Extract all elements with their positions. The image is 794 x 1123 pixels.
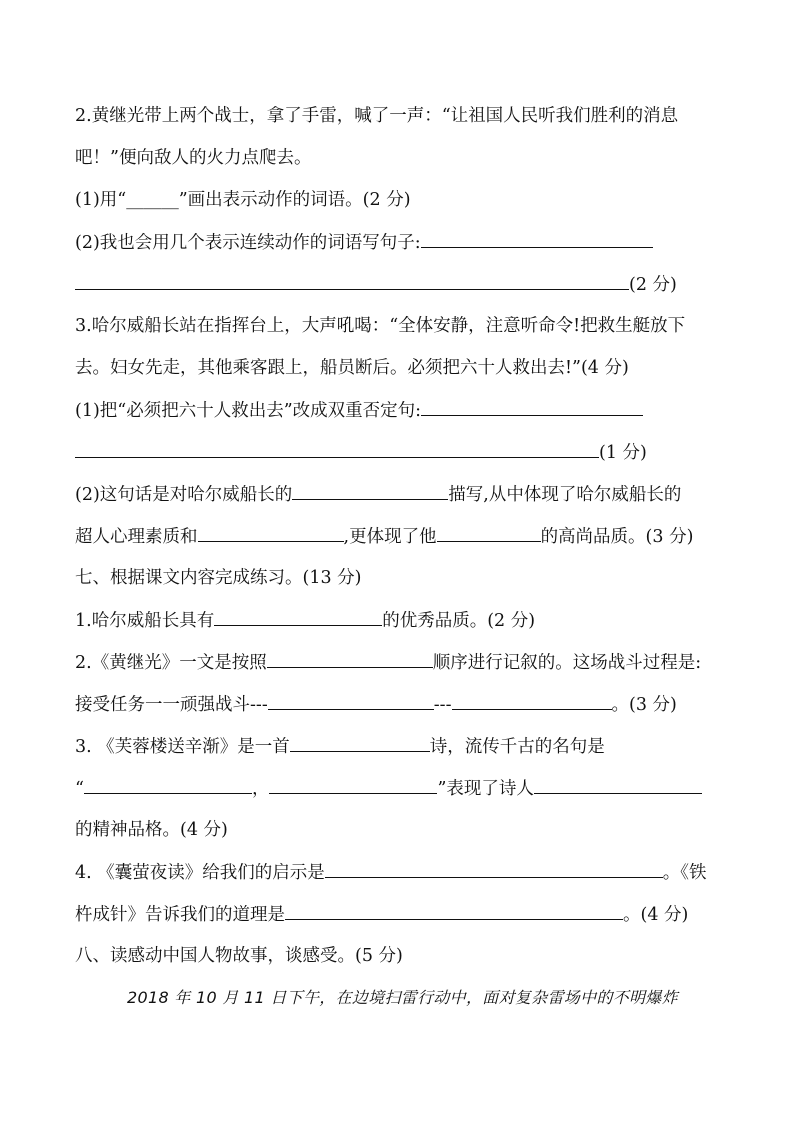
- q2-sub2-cont: [75, 269, 677, 299]
- s7-q2-text-d: ---: [433, 695, 452, 715]
- s7-q4-text-c: 杵成针》告诉我们的道理是: [75, 905, 285, 925]
- q2-sub1: (1)用“______”画出表示动作的词语。(2 分): [75, 190, 411, 210]
- q3-sub2-text-c: 超人心理素质和: [75, 527, 198, 547]
- q2-stem-line2: 吧！”便向敌人的火力点爬去。: [75, 148, 312, 168]
- q2-stem-line1: 2.黄继光带上两个战士，拿了手雷，喊了一声：“让祖国人民听我们胜利的消息: [75, 106, 679, 126]
- s7-q2-text-a: 2.《黄继光》一文是按照: [75, 653, 267, 673]
- q2-sub2-blank-2[interactable]: [75, 269, 629, 290]
- s7-q1-text-a: 1.哈尔威船长具有: [75, 611, 215, 631]
- s7-q2-line1: [75, 647, 701, 677]
- q3-sub2-blank-3[interactable]: [437, 521, 541, 542]
- section7-title: 七、根据课文内容完成练习。(13 分): [75, 568, 362, 588]
- exam-page: [75, 0, 735, 1123]
- s7-q2-text-c: 接受任务一一顽强战斗---: [75, 695, 268, 715]
- s7-q3-blank-1[interactable]: [290, 731, 430, 752]
- q3-sub1-blank-1[interactable]: [421, 395, 643, 416]
- q3-sub2-line1: [75, 479, 681, 509]
- q3-sub2-line2: [75, 521, 693, 551]
- q3-stem-line2: 去。妇女先走，其他乘客跟上，船员断后。必须把六十人救出去!”(4 分): [75, 358, 629, 378]
- s7-q3-text-c: “: [75, 779, 84, 799]
- s7-q2-blank-2[interactable]: [268, 689, 434, 710]
- s7-q3-line3: 的精神品格。(4 分): [75, 820, 228, 840]
- s7-q3-line2: [75, 773, 702, 803]
- s7-q2-blank-3[interactable]: [452, 689, 612, 710]
- s7-q1-blank[interactable]: [214, 605, 382, 626]
- s7-q3-text-b: 诗，流传千古的名句是: [429, 737, 605, 757]
- q3-sub2-text-a: (2)这句话是对哈尔威船长的: [75, 485, 293, 505]
- s7-q4-line2: [75, 899, 688, 929]
- s7-q1: [75, 605, 535, 635]
- q3-sub1: [75, 395, 643, 425]
- s7-q3-blank-4[interactable]: [534, 773, 702, 794]
- s7-q2-blank-1[interactable]: [267, 647, 433, 668]
- q2-sub2-blank-1[interactable]: [421, 227, 653, 248]
- q3-sub1-score: (1 分): [599, 443, 647, 463]
- s7-q4-blank-2[interactable]: [285, 899, 623, 920]
- q3-sub2-text-e: 的高尚品质。(3 分): [540, 527, 694, 547]
- q3-sub2-text-b: 描写,从中体现了哈尔威船长的: [448, 485, 682, 505]
- q2-sub2-label: (2)我也会用几个表示连续动作的词语写句子:: [75, 233, 421, 253]
- s7-q4-blank-1[interactable]: [325, 857, 663, 878]
- s7-q1-text-b: 的优秀品质。(2 分): [382, 611, 536, 631]
- s7-q3-blank-2[interactable]: [84, 773, 252, 794]
- section8-story-line1: 2018 年 10 月 11 日下午，在边境扫雷行动中，面对复杂雷场中的不明爆炸: [127, 988, 678, 1007]
- q3-sub2-blank-1[interactable]: [292, 479, 448, 500]
- s7-q4-text-d: 。(4 分): [623, 905, 689, 925]
- s7-q3-text-d: ，: [251, 779, 270, 799]
- s7-q3-blank-3[interactable]: [269, 773, 437, 794]
- q3-sub1-blank-2[interactable]: [75, 437, 599, 458]
- s7-q3-line1: [75, 731, 605, 761]
- s7-q2-text-b: 顺序进行记叙的。这场战斗过程是:: [432, 653, 702, 673]
- q3-sub2-blank-2[interactable]: [198, 521, 344, 542]
- s7-q2-line2: [75, 689, 677, 719]
- q3-stem-line1: 3.哈尔威船长站在指挥台上，大声吼喝：“全体安静，注意听命令!把救生艇放下: [75, 316, 686, 336]
- q2-sub2: [75, 227, 653, 257]
- s7-q3-text-e: ”表现了诗人: [437, 779, 534, 799]
- q3-sub1-label: (1)把“必须把六十人救出去”改成双重否定句:: [75, 401, 422, 421]
- s7-q3-text-a: 3. 《芙蓉楼送辛渐》是一首: [75, 737, 290, 757]
- q2-sub2-score: (2 分): [629, 275, 677, 295]
- s7-q4-text-a: 4. 《囊萤夜读》给我们的启示是: [75, 863, 325, 883]
- s7-q2-text-e: 。(3 分): [611, 695, 677, 715]
- s7-q4-line1: [75, 857, 707, 887]
- s7-q4-text-b: 。《铁: [662, 863, 707, 883]
- q3-sub2-text-d: ,更体现了他: [343, 527, 437, 547]
- q3-sub1-cont: [75, 437, 647, 467]
- section8-title: 八、读感动中国人物故事，谈感受。(5 分): [75, 946, 403, 966]
